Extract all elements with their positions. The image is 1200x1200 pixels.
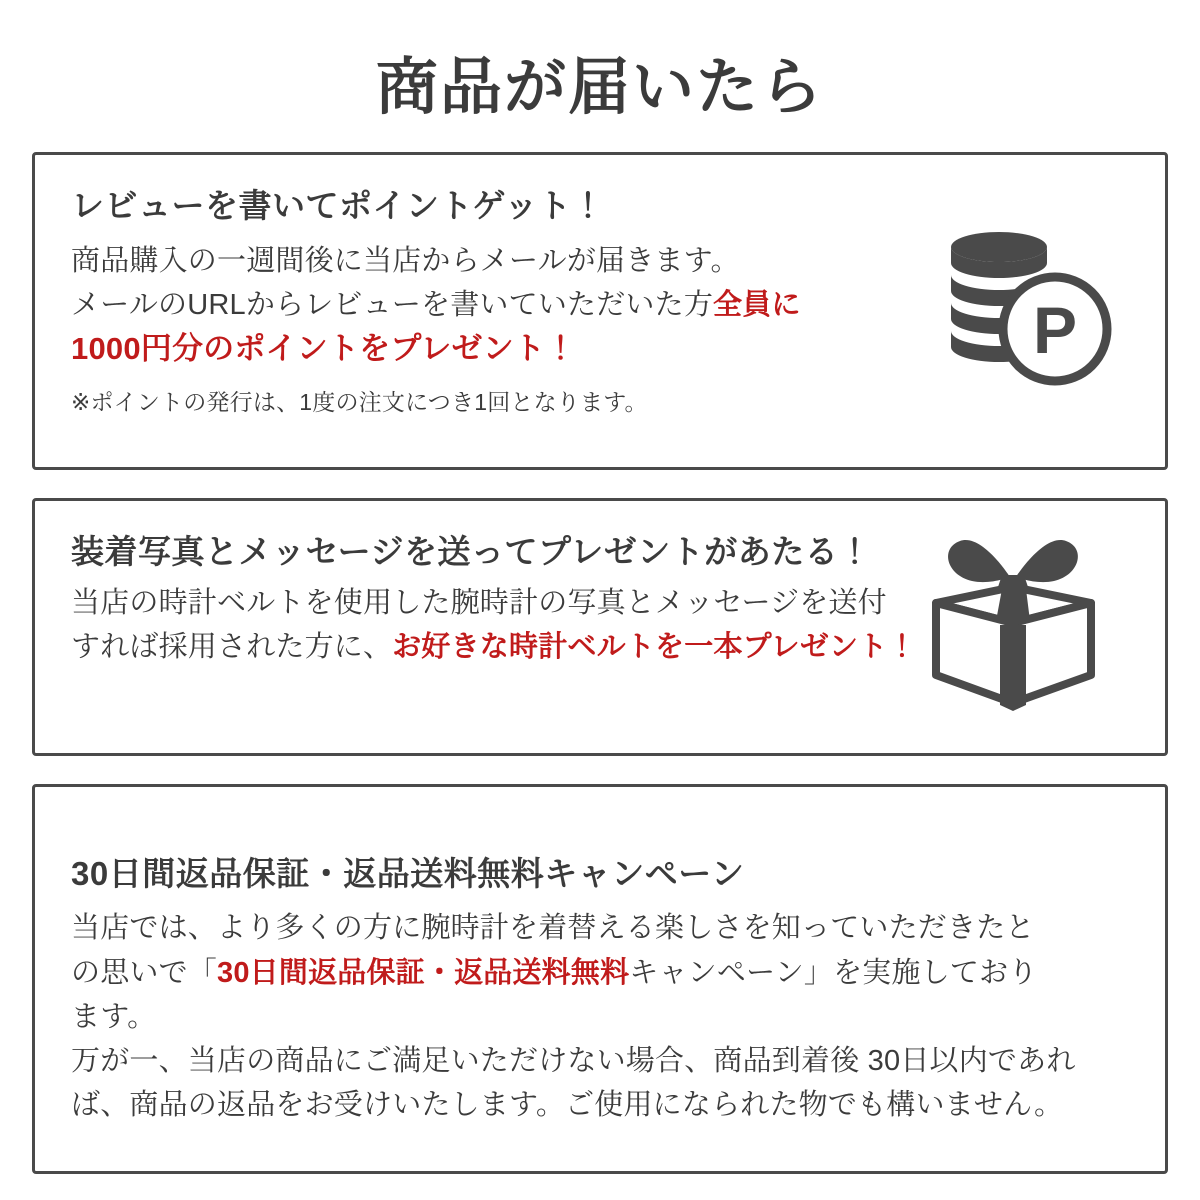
card-photo-message-line1: 当店の時計ベルトを使用した腕時計の写真とメッセージを送付 xyxy=(71,587,887,620)
card-photo-message-text xyxy=(71,531,951,669)
card-review-points-line2-red: 全員に xyxy=(713,288,801,321)
coins-p-icon xyxy=(927,229,1117,394)
card-return-guarantee-line4: 万が一、当店の商品にご満足いただけない場合、商品到着後 30日以内であれ xyxy=(71,1044,1076,1077)
card-review-points xyxy=(32,152,1168,470)
card-return-guarantee xyxy=(32,784,1168,1174)
card-return-guarantee-heading: 30日間返品保証・返品送料無料キャンペーン xyxy=(71,855,745,893)
svg-text:P: P xyxy=(1032,293,1078,368)
card-review-points-line1: 商品購入の一週間後に当店からメールが届きます。 xyxy=(71,245,740,278)
card-return-guarantee-line2-pre: の思いで「 xyxy=(71,956,218,989)
card-photo-message-line2-red: お好きな時計ベルトを一本プレゼント！ xyxy=(392,630,917,663)
card-photo-message-line2-plain: すれば採用された方に、 xyxy=(71,630,393,663)
card-return-guarantee-line5: ば、商品の返品をお受けいたします。ご使用になられた物でも構いません。 xyxy=(71,1088,1064,1121)
card-review-points-line3: 1000円分のポイントをプレゼント！ xyxy=(71,331,577,367)
card-review-points-text xyxy=(71,185,871,417)
card-return-guarantee-line2-post: キャンペーン」を実施しており xyxy=(629,956,1038,989)
card-photo-message-line2 xyxy=(71,626,951,670)
card-photo-message-heading: 装着写真とメッセージを送ってプレゼントがあたる！ xyxy=(71,533,872,571)
card-photo-message-present xyxy=(32,498,1168,756)
card-review-points-line2 xyxy=(71,284,871,328)
card-review-points-heading: レビューを書いてポイントゲット！ xyxy=(71,187,606,225)
card-review-points-note: ※ポイントの発行は、1度の注文につき1回となります。 xyxy=(71,389,648,416)
gift-box-icon xyxy=(906,525,1121,725)
card-return-guarantee-line2-red: 30日間返品保証・返品送料無料 xyxy=(217,956,630,989)
card-return-guarantee-line1: 当店では、より多くの方に腕時計を着替える楽しさを知っていただきたと xyxy=(71,912,1035,945)
card-review-points-line2-plain: メールのURLからレビューを書いていただいた方 xyxy=(71,288,714,321)
card-return-guarantee-line2 xyxy=(71,951,1129,995)
page-title: 商品が届いたら xyxy=(375,53,824,122)
card-return-guarantee-line3: ます。 xyxy=(71,1000,157,1033)
